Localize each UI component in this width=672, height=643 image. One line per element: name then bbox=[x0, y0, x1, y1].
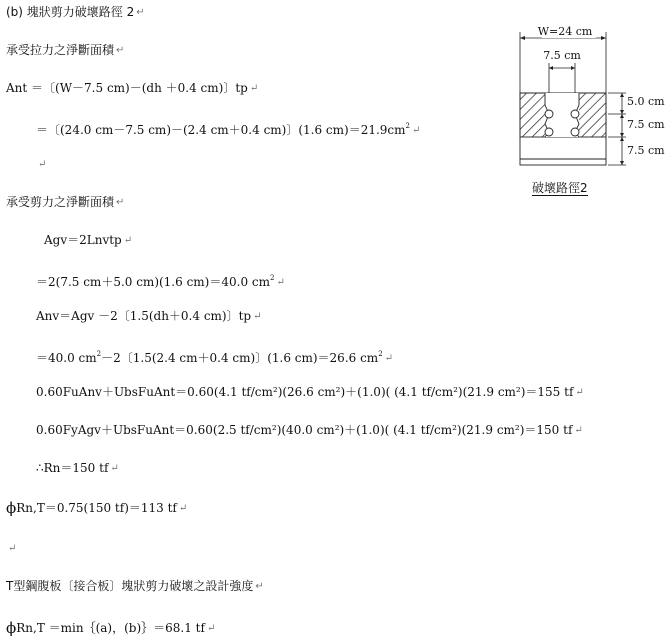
paragraph-mark: ↵ bbox=[8, 543, 17, 554]
bolt-hole bbox=[571, 110, 579, 118]
paragraph-mark: ↵ bbox=[123, 235, 133, 246]
nominal-strength: ∴Rn＝150 tf ↵ bbox=[36, 461, 119, 475]
shear-net-area-result: ＝40.0 $cm^2-2$〔1.5(2.4 cm＋0.4 cm)〕(1.6 cm)＝26.6 $cm^2$ ↵ bbox=[36, 350, 394, 365]
phi-symbol: ϕ bbox=[6, 619, 17, 637]
inner-width-label: 7.5 cm bbox=[543, 49, 581, 62]
right-arrow bbox=[620, 110, 624, 114]
paragraph-mark: ↵ bbox=[276, 277, 285, 288]
strength-rupture: 0.60FuAnv＋UbsFuAnt＝0.60(4.1 tf/cm²)(26.6 cm²)＋(1.0)( (4.1 tf/cm²)(21.9 cm²)＝155 tf ↵ bbox=[36, 385, 584, 399]
tension-area-heading: 承受拉力之淨斷面積 ↵ bbox=[6, 43, 125, 57]
tension-area-formula: Ant ＝〔(W－7.5 cm)－(dh ＋0.4 cm)〕tp ↵ bbox=[6, 81, 259, 95]
bolt-hole bbox=[545, 128, 553, 136]
paragraph-mark: ↵ bbox=[38, 159, 47, 170]
shear-gross-area: Agv＝2Lnvtp ↵ bbox=[44, 233, 133, 247]
right-arrow bbox=[620, 133, 624, 137]
strength-yield: 0.60FyAgv＋UbsFuAnt＝0.60(2.5 tf/cm²)(40.0 cm²)＋(1.0)( (4.1 tf/cm²)(21.9 cm²)＝150 tf ↵ bbox=[36, 423, 583, 437]
paragraph-mark: ↵ bbox=[116, 197, 125, 208]
paragraph-mark: ↵ bbox=[255, 581, 264, 592]
block-shear-diagram bbox=[512, 18, 672, 208]
right-arrow bbox=[620, 93, 624, 97]
design-strength-final: ϕRn,T ＝min｛(a)，(b)｝＝68.1 tf ↵ bbox=[6, 619, 216, 637]
bolt-hole bbox=[571, 128, 579, 136]
paragraph-mark: ↵ bbox=[178, 503, 188, 514]
arrow-head-right bbox=[601, 36, 606, 40]
design-strength-path-2: ϕRn,T＝0.75(150 tf)＝113 tf ↵ bbox=[6, 499, 188, 517]
width-label: W=24 cm bbox=[537, 25, 593, 38]
paragraph-mark: ↵ bbox=[136, 7, 145, 18]
empty-paragraph bbox=[6, 541, 16, 556]
diagram-caption: 破壞路徑2 bbox=[532, 181, 588, 195]
shear-area-heading: 承受剪力之淨斷面積 ↵ bbox=[6, 195, 125, 209]
shear-net-area: Anv＝Agv －2〔1.5(dh＋0.4 cm)〕tp ↵ bbox=[36, 309, 262, 323]
paragraph-mark: ↵ bbox=[384, 353, 394, 364]
paragraph-mark: ↵ bbox=[575, 387, 584, 398]
shear-gross-area-result: ＝2(7.5 cm＋5.0 cm)(1.6 cm)＝40.0 $cm^2$ ↵ bbox=[36, 274, 285, 289]
section-heading: (b) 塊狀剪力破壞路徑 2 ↵ bbox=[6, 5, 145, 19]
right-arrow bbox=[620, 161, 624, 165]
inner-arrow-left bbox=[549, 66, 553, 70]
arrow-head-left bbox=[520, 36, 525, 40]
right-label-bottom: 7.5 cm bbox=[627, 144, 665, 157]
tension-area-result: ＝〔(24.0 cm－7.5 cm)－(2.4 cm＋0.4 cm)〕(1.6 $cm)=21.9cm^2$ ↵ bbox=[36, 122, 421, 137]
inner-arrow-right bbox=[571, 66, 575, 70]
paragraph-mark: ↵ bbox=[206, 623, 216, 634]
paragraph-mark: ↵ bbox=[574, 425, 583, 436]
right-label-top: 5.0 cm bbox=[627, 95, 665, 108]
paragraph-mark: ↵ bbox=[412, 125, 421, 136]
paragraph-mark: ↵ bbox=[253, 311, 262, 322]
paragraph-mark: ↵ bbox=[249, 83, 259, 94]
conclusion-heading: T型鋼腹板〔接合板〕塊狀剪力破壞之設計強度 ↵ bbox=[6, 579, 264, 593]
bolt-hole bbox=[545, 110, 553, 118]
right-arrow bbox=[620, 114, 624, 118]
paragraph-mark: ↵ bbox=[110, 463, 119, 474]
right-label-middle: 7.5 cm bbox=[627, 118, 665, 131]
empty-paragraph bbox=[36, 157, 46, 172]
right-arrow bbox=[620, 137, 624, 141]
phi-symbol: ϕ bbox=[6, 499, 17, 517]
paragraph-mark: ↵ bbox=[116, 45, 125, 56]
